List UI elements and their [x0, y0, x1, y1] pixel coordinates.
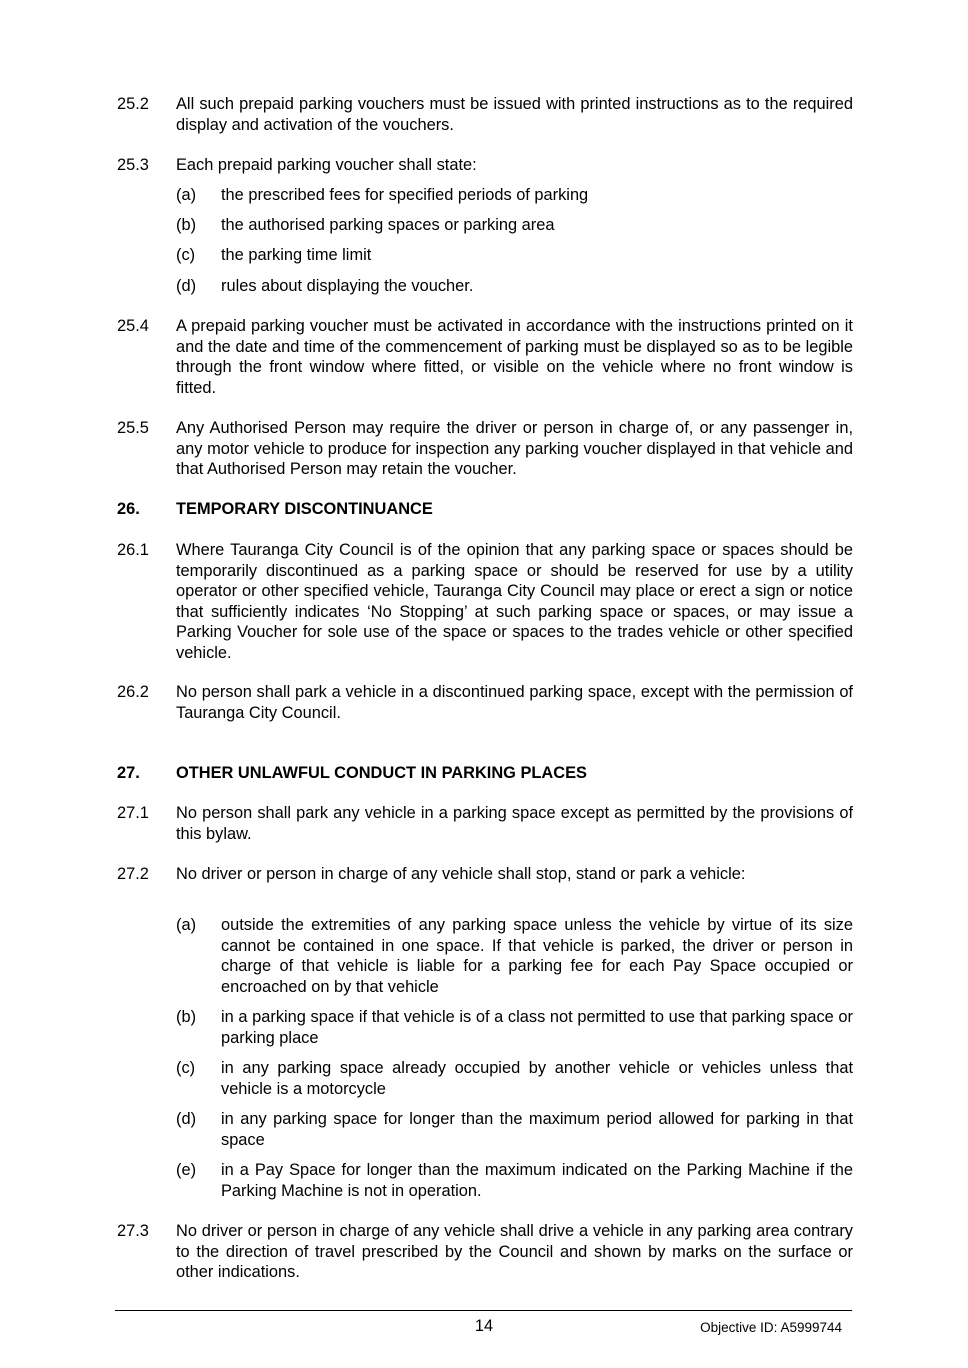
section-number: 27.	[117, 764, 140, 782]
item-label: (a)	[176, 186, 197, 204]
item-text: the parking time limit	[221, 246, 372, 264]
item-label: (d)	[176, 1110, 197, 1128]
clause-26-2	[117, 682, 853, 723]
item-label: (c)	[176, 1059, 196, 1077]
section-title: TEMPORARY DISCONTINUANCE	[176, 500, 433, 518]
list-item	[176, 1160, 853, 1201]
list-item	[176, 185, 853, 206]
item-text: in any parking space for longer than the maximum period allowed for parking in that space	[221, 1110, 853, 1149]
clause-text: A prepaid parking voucher must be activated in accordance with the instructions printed on it and the date and time of the commencement of parking must be displayed so as to be legible through the front window where fitted, or visible on the vehicle where no front window is fitted.	[176, 317, 853, 397]
clause-26-1	[117, 540, 853, 663]
item-text: the prescribed fees for specified periods of parking	[221, 186, 589, 204]
list-item	[176, 1109, 853, 1150]
clause-number: 26.2	[117, 683, 149, 701]
clause-number: 27.2	[117, 865, 149, 883]
footer-divider	[115, 1310, 852, 1311]
section-heading-27	[117, 763, 853, 784]
clause-25-3	[117, 155, 853, 176]
clause-number: 26.1	[117, 541, 149, 559]
clause-text: No person shall park any vehicle in a parking space except as permitted by the provisions of this bylaw.	[176, 804, 853, 843]
clause-25-5	[117, 418, 853, 480]
clause-27-3	[117, 1221, 853, 1283]
clause-text: No person shall park a vehicle in a discontinued parking space, except with the permission of Tauranga City Council.	[176, 683, 853, 722]
item-label: (e)	[176, 1161, 197, 1179]
clause-text: Where Tauranga City Council is of the opinion that any parking space or spaces should be temporarily discontinued as a parking space or should be reserved for use by a utility operator or other specified vehicle, Tauranga City Council may place or erect a sign or notice that sufficiently indicates ‘No Stopping’ at such parking space or spaces, or may issue a Parking Voucher for sole use of the space or spaces to the trades vehicle or other specified vehicle.	[176, 541, 853, 662]
item-label: (b)	[176, 216, 197, 234]
clause-text: No driver or person in charge of any vehicle shall drive a vehicle in any parking area contrary to the direction of travel prescribed by the Council and shown by marks on the surface or other indications.	[176, 1222, 853, 1281]
clause-text: All such prepaid parking vouchers must be issued with printed instructions as to the required display and activation of the vouchers.	[176, 95, 853, 134]
clause-number: 27.1	[117, 804, 149, 822]
list-item	[176, 215, 853, 236]
item-text: in any parking space already occupied by another vehicle or vehicles unless that vehicle is a motorcycle	[221, 1059, 853, 1098]
clause-number: 25.2	[117, 95, 149, 113]
page-number: 14	[474, 1317, 494, 1335]
clause-number: 25.4	[117, 317, 149, 335]
clause-27-1	[117, 803, 853, 844]
item-label: (c)	[176, 246, 196, 264]
clause-27-2	[117, 864, 853, 885]
section-heading-26	[117, 499, 853, 520]
item-text: in a Pay Space for longer than the maximum indicated on the Parking Machine if the Parking Machine is not in operation.	[221, 1161, 853, 1200]
item-text: outside the extremities of any parking space unless the vehicle by virtue of its size cannot be contained in one space. If that vehicle is parked, the driver or person in charge of that vehicle is liable for a parking fee for each Pay Space occupied or encroached on by that vehicle	[221, 916, 853, 996]
item-text: in a parking space if that vehicle is of a class not permitted to use that parking space or parking place	[221, 1008, 853, 1047]
clause-number: 25.3	[117, 156, 149, 174]
clause-text: No driver or person in charge of any vehicle shall stop, stand or park a vehicle:	[176, 865, 746, 883]
clause-number: 27.3	[117, 1222, 149, 1240]
list-item	[176, 915, 853, 997]
section-title: OTHER UNLAWFUL CONDUCT IN PARKING PLACES	[176, 764, 587, 782]
list-item	[176, 245, 853, 266]
clause-number: 25.5	[117, 419, 149, 437]
item-label: (a)	[176, 916, 197, 934]
item-text: rules about displaying the voucher.	[221, 277, 474, 295]
list-item	[176, 1058, 853, 1099]
item-label: (b)	[176, 1008, 197, 1026]
clause-25-2	[117, 94, 853, 135]
clause-text: Each prepaid parking voucher shall state:	[176, 156, 477, 174]
list-item	[176, 1007, 853, 1048]
item-label: (d)	[176, 277, 197, 295]
clause-25-4	[117, 316, 853, 398]
section-number: 26.	[117, 500, 140, 518]
list-item	[176, 276, 853, 297]
item-text: the authorised parking spaces or parking area	[221, 216, 555, 234]
clause-text: Any Authorised Person may require the driver or person in charge of, or any passenger in, any motor vehicle to produce for inspection any parking voucher displayed in that vehicle and that Authorised Person may retain the voucher.	[176, 419, 853, 478]
objective-id: Objective ID: A5999744	[700, 1320, 842, 1335]
